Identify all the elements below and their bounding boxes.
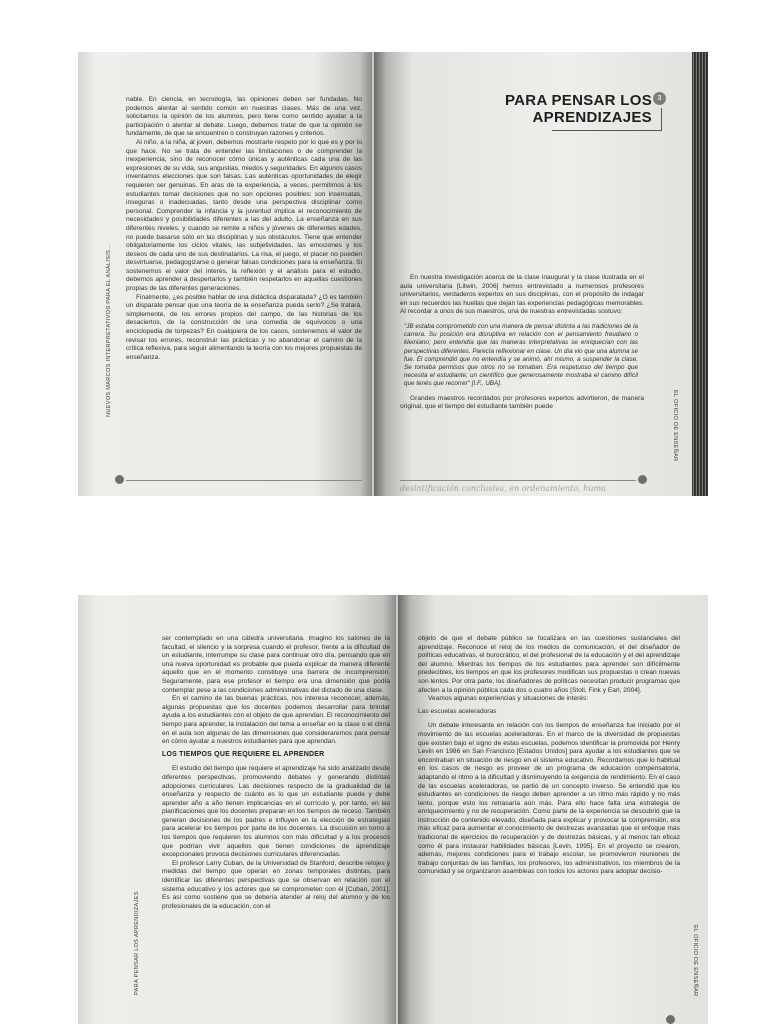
page-number-marker xyxy=(115,475,124,484)
bottom-book-spread xyxy=(78,595,708,1024)
paragraph: Veamos algunas experiencias y situaciones de interés: xyxy=(428,695,589,703)
chapter-number-badge: 3 xyxy=(653,92,666,105)
chapter-rule-vertical xyxy=(661,108,662,130)
page-number-marker xyxy=(638,475,647,484)
chapter-rule-horizontal xyxy=(552,130,662,131)
bottom-right-page xyxy=(398,595,708,1024)
paragraph: Al niño, a la niña, al joven, debemos mostrarle respeto por lo que es y por lo que hace. No se trata de entender las limitaciones o de comprender la inexperiencia, sino de reconocer cómo únicas y auténticas cada una de las expresiones de su vida, sus angustias, miedos y seguridades. En algunos casos inventamos elecciones que son falsas. Las auténticas oportunidades de elegir requieren ser genuinas. En aras de la experiencia, a veces, permitimos a los estudiantes tomar decisiones que no son opciones posibles: son insensatas, inseguras o inadecuadas, tanto desde una perspectiva disciplinar como personal. Comprender la infancia y la juventud implica el reconocimiento de necesidades y posibilidades diferentes a las del adulto. La enseñanza en sus diferentes niveles, y cuando se remite a niños y jóvenes de diferentes edades, no puede basarse sólo en las disciplinas y sus obstáculos. Tiene que entender obligatoriamente los ciclos vitales, las subjetividades, las emociones y los deseos de cada uno de sus destinatarios. La risa, el juego, el placer no pueden desvirtuarse, pedagogizarse o generar falsas condiciones para la enseñanza. Si sostenemos el valor del interés, la reflexión y el análisis para el estudio, debemos aprender a despertarlos y también respetarlos en aquellas cuestiones propias de las diferentes generaciones. xyxy=(126,138,362,293)
top-right-page xyxy=(374,52,694,496)
paragraph: Un debate interesante en relación con los tiempos de enseñanza fue iniciado por el movimiento de las escuelas aceleradoras. En el marco de la diversidad de propuestas que existen bajo el signo de estas escuelas, podemos identificar la promovida por Henry Levin en 1986 en San Francisco [Estados Unidos] para ayudar a los estudiantes que se encontraban en situación de riesgo en el sistema educativo. Recordamos que lo habitual en los casos de riesgo es proveer de un programa de educación compensatoria, adaptando el ritmo a la dificultad y disminuyendo la exigencia de rendimiento. En el caso de las escuelas aceleradoras, se partió de un concepto inverso. Se entendió que los estudiantes en condiciones de riesgo deben aprender a un ritmo más rápido y no más lento, porque esto los retrasaría aún más. Para ello hace falta una estrategia de enriquecimiento y no de recuperación. Como parte de la experiencia se descubrió que la instrucción de contenido elevado, diseñada para explicar y provocar la comprensión, era más eficaz para aumentar el conocimiento de destrezas avanzadas que el enfoque más tradicional de ejercicios de recuperación y de destrezas básicas, y al menos tan eficaz como él para instaurar habilidades básicas [Levin, 1995]. En el proyecto se crearon, además, mejores condiciones para el trabajo escolar, se promovieron reuniones de trabajo conjuntas de las familias, los profesores, los administrativos, los miembros de la comunidad y se organizaron asambleas con todos los actores para adoptar decisio- xyxy=(418,722,680,876)
running-head-right: EL OFICIO DE ENSEÑAR xyxy=(672,390,678,462)
section-subheading: Las escuelas aceleradoras xyxy=(418,707,497,715)
paragraph: Grandes maestros recordados por profesores expertos advirtieron, de manera original, que el tiempo del estudiante también puede xyxy=(400,394,644,411)
handwritten-note: desintificación conclusiva, en ordenamiento, huma xyxy=(400,484,606,493)
bottom-right-body xyxy=(418,635,680,877)
top-left-body xyxy=(126,96,362,362)
top-left-page xyxy=(78,52,372,496)
paragraph: nable. En ciencia, en tecnología, las opiniones deben ser fundadas. No podemos alentar al sentido común en nuestras clases. Más de una vez, solicitamos la opinión de los alumnos, pero tiene como sentido ayudar a la participación o alentar al debate. Luego, debemos tratar de que la opinión se fundamente, de que se encuentren o construyan razones y criterios. xyxy=(126,96,362,138)
top-book-spread xyxy=(78,52,708,496)
top-right-body xyxy=(400,274,644,412)
chapter-title-line: PARA PENSAR LOS xyxy=(504,92,652,109)
chapter-title-line: APRENDIZAJES xyxy=(532,109,652,126)
running-head-left: NUEVOS MARCOS INTERPRETATIVOS PARA EL ANÁLISIS... xyxy=(106,244,112,417)
footer-rule xyxy=(400,480,636,481)
bottom-left-body xyxy=(162,635,390,911)
bottom-left-page xyxy=(78,595,396,1024)
paragraph: objeto de que el debate público se focalizara en las cuestiones sustanciales del aprendizaje. Reconoce el reloj de los medios de comunicación, el del diseñador de políticas educativas, el burocrático, el del profesional de la educación y el del aprendizaje del alumno. Mientras los tiempos de los estudiantes para aprender son difícilmente predecibles, los tiempos en que los profesores modifican sus propuestas o crean nuevas son lentos. Por otra parte, los diseñadores de políticas necesitan producir programas que afecten a la opinión pública cada dos o cuatro años [Stoll, Fink y Earl, 2004]. xyxy=(418,635,680,694)
page-number-marker xyxy=(666,1015,675,1024)
page-edges xyxy=(692,52,708,496)
paragraph: En el camino de las buenas prácticas, nos interesa reconocer, además, algunas propuestas que los docentes podemos desarrollar para brindar ayuda a los estudiantes con el objeto de que aprendan. El reconocimiento del tiempo para aprender, la instalación del tema a enseñar en la clase o el clima en el aula son algunas de las dimensiones que consideraremos para pensar en cómo ayudar a nuestros estudiantes para que aprendan. xyxy=(162,695,390,746)
block-quote: "JB estaba comprometido con una manera de pensar distinta a las tradiciones de la carrera. Su posición era disruptiva en relación con el pensamiento freudiano o kleiniano; pero entendía que las maneras interpretativas se enriquecían con las perspectivas diferentes. Parecía reflexionar en clase. Un día vio que una alumna se fue. Él comprendió que no entendía y se animó, ahí mismo, a suspender la clase. Se tomaba permisos que otros no se tomaban. Era respetuoso del tiempo que necesita el estudiante; un científico que generosamente mostraba el camino difícil que tenés que recorrer" [I.F., UBA]. xyxy=(404,322,638,388)
paragraph: ser contemplado en una cátedra universitaria. Imagino los salones de la facultad, el silencio y la sorpresa cuando el profesor, frente a la dificultad de un estudiante, interrumpe su clase para continuar otro día, pensando que en una nueva oportunidad es probable que pueda explicar de manera diferente aquello que en el momento constituye una barrera de incomprensión. Seguramente, para ese profesor el tiempo era una dimensión que podía contemplar pese a las condiciones administrativas del dictado de una clase. xyxy=(162,635,390,694)
paragraph: El estudio del tiempo que requiere el aprendizaje ha sido analizado desde diferentes perspectivas, promoviendo debates y generando distintas adopciones curriculares. Las decisiones respecto de la gradualidad de la enseñanza y respecto de cuánto es lo que un estudiante puede y debe aprender año a año tienen implicancias en el currículo y, por tanto, en las planificaciones que los docentes preparan en los tiempos de receso. También generan decisiones de los padres e influyen en la elección de estrategias para acelerar los tiempos por parte de los docentes. La discusión en torno a los tiempos que requieren los alumnos con más dificultad y a los procesos que podrían vivir aquellos que tienen condiciones de aprendizaje excepcionales provoca decisiones curriculares diferenciadas. xyxy=(162,765,390,859)
running-head-left: PARA PENSAR LOS APRENDIZAJES xyxy=(134,891,140,995)
chapter-title xyxy=(505,92,652,126)
paragraph: En nuestra investigación acerca de la clase inaugural y la clase ilustrada en el aula universitaria [Litwin, 2006] hemos entrevistado a numerosos profesores universitarios, verdaderos expertos en sus disciplinas, con el propósito de indagar en sus recuerdos las huellas que dejan las experiencias pedagógicas memorables. Al recordar a unos de sus maestros, una de nuestras entrevistadas sostuvo: xyxy=(400,274,644,316)
footer-rule xyxy=(126,480,362,481)
paragraph: El profesor Larry Cuban, de la Universidad de Stanford, describe relojes y medidas del tiempo que operan en zonas temporales distintas, para identificar las diferentes perspectivas que se observan en relación con el sistema educativo y los actores que se comprometen con él [Cuban, 2001]. Es así como sostiene que se debería atender al reloj del alumno y de los profesionales de la educación, con el xyxy=(162,859,390,910)
section-heading: LOS TIEMPOS QUE REQUIERE EL APRENDER xyxy=(162,750,325,758)
paragraph: Finalmente, ¿es posible hablar de una didáctica disparatada? ¿O es también un disparate pensar que una teoría de la enseñanza pueda serlo? ¿Se tratará, simplemente, de los errores propios del campo, de las historias de los desaciertos, de la construcción de una comedia de equívocos o una enciclopedia de torpezas? En cualquiera de los casos, sostenemos el valor de revisar los errores, reconstruir las prácticas y no abandonar el camino de la crítica reflexiva, para seguir alimentando la teoría con los mejores propuestas de enseñanza. xyxy=(126,293,362,361)
running-head-right: EL OFICIO DE ENSEÑAR xyxy=(692,925,698,997)
